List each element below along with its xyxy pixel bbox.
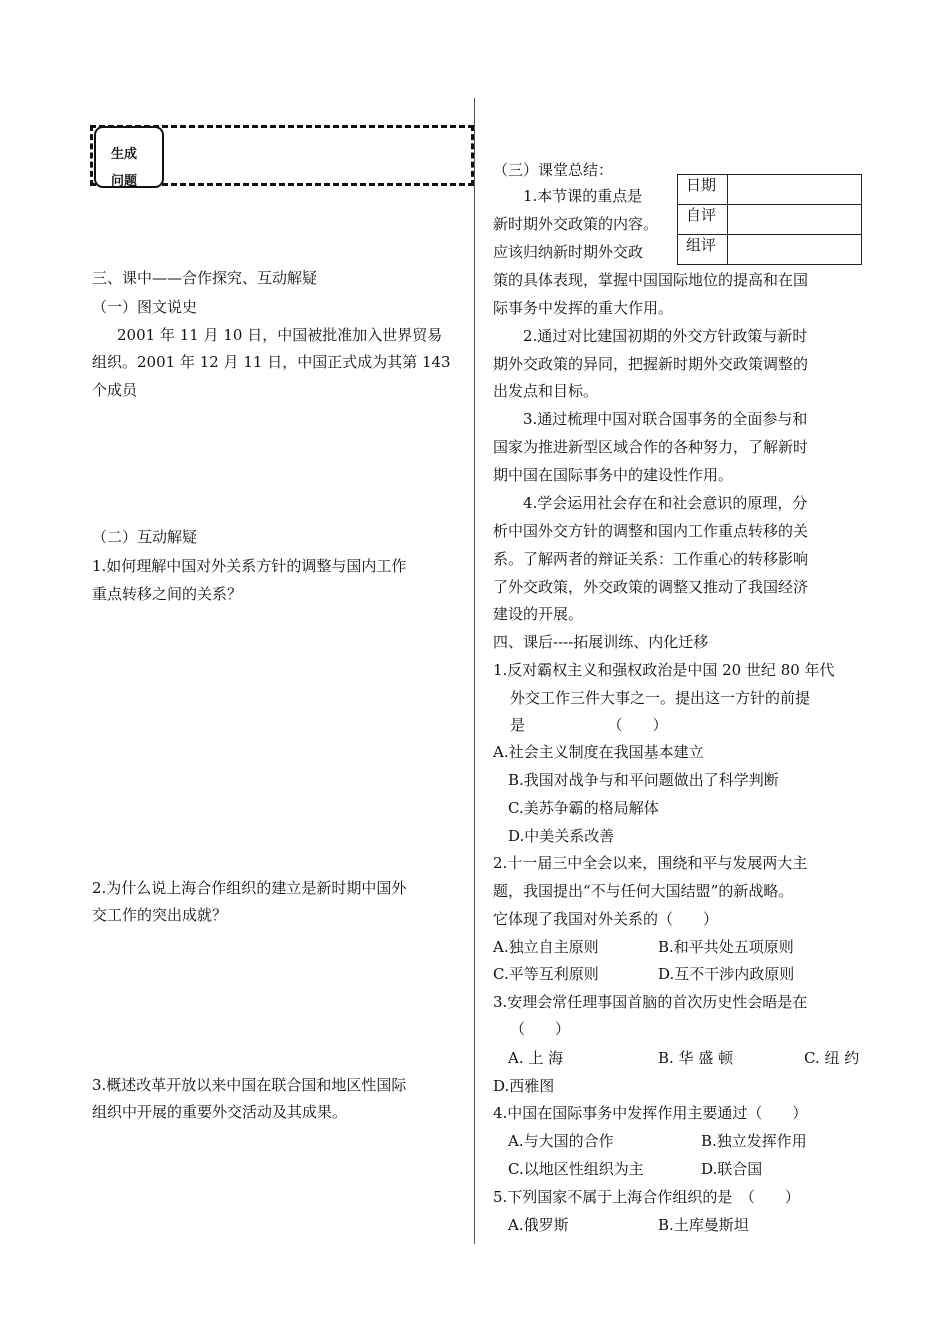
exercise-2-line: 题，我国提出“不与任何大国结盟”的新战略。 xyxy=(493,882,794,900)
exercise-3-option: A. 上 海 xyxy=(508,1049,564,1067)
summary-1-line: 应该归纳新时期外交政 xyxy=(493,243,644,261)
evaluation-table xyxy=(677,174,862,265)
exercise-1-line: 1.反对霸权主义和强权政治是中国 20 世纪 80 年代 xyxy=(493,661,835,679)
exercise-2-option: B.和平共处五项原则 xyxy=(658,938,794,956)
exercise-2-option: A.独立自主原则 xyxy=(493,938,599,956)
after-class-heading: 四、课后----拓展训练、内化迁移 xyxy=(493,633,709,651)
question-3-line: 3.概述改革开放以来中国在联合国和地区性国际 xyxy=(92,1076,407,1094)
summary-2-line: 期外交政策的异同，把握新时期外交政策调整的 xyxy=(493,355,809,373)
exercise-2-option: D.互不干涉内政原则 xyxy=(658,965,795,983)
table-row xyxy=(678,175,862,205)
column-divider xyxy=(474,98,475,1244)
summary-2-line: 出发点和目标。 xyxy=(493,382,599,400)
summary-4-line: 系。了解两者的辩证关系：工作重心的转移影响 xyxy=(493,550,809,568)
question-2-line: 2.为什么说上海合作组织的建立是新时期中国外 xyxy=(92,879,407,897)
exercise-3-option: B. 华 盛 顿 xyxy=(658,1049,734,1067)
exercise-2-option: C.平等互利原则 xyxy=(493,965,599,983)
part1-text-line: 2001 年 11 月 10 日，中国被批准加入世界贸易 xyxy=(117,326,443,344)
summary-1-line: 1.本节课的重点是 xyxy=(523,187,643,205)
exercise-5-option: A.俄罗斯 xyxy=(508,1216,569,1234)
question-2-line: 交工作的突出成就？ xyxy=(92,906,228,924)
exercise-1-option: B.我国对战争与和平问题做出了科学判断 xyxy=(508,771,779,789)
part1-text-line: 个成员 xyxy=(92,381,138,399)
group-eval-cell[interactable] xyxy=(728,235,862,265)
exercise-3-line: 3.安理会常任理事国首脑的首次历史性会晤是在 xyxy=(493,993,808,1011)
summary-3-line: 期中国在国际事务中的建设性作用。 xyxy=(493,466,734,484)
summary-4-line: 4.学会运用社会存在和社会意识的原理，分 xyxy=(523,494,808,512)
exercise-3-line: （ ） xyxy=(510,1020,571,1038)
table-row xyxy=(678,205,862,235)
exercise-3-option: D.西雅图 xyxy=(493,1077,555,1095)
exercise-2-line: 2.十一届三中全会以来，围绕和平与发展两大主 xyxy=(493,854,808,872)
self-eval-cell[interactable] xyxy=(728,205,862,235)
summary-3-line: 国家为推进新型区域合作的各种努力，了解新时 xyxy=(493,438,809,456)
table-cell-label: 组评 xyxy=(678,235,728,265)
table-row xyxy=(678,235,862,265)
exercise-5-line: 5.下列国家不属于上海合作组织的是 （ ） xyxy=(493,1188,800,1206)
exercise-4-option: B.独立发挥作用 xyxy=(701,1132,807,1150)
generate-label-line1: 生成 xyxy=(111,147,138,162)
summary-4-line: 析中国外交方针的调整和国内工作重点转移的关 xyxy=(493,522,809,540)
summary-4-line: 了外交政策，外交政策的调整又推动了我国经济 xyxy=(493,578,809,596)
section-heading-in-class: 三、课中——合作探究、互动解疑 xyxy=(92,269,318,287)
exercise-4-option: D.联合国 xyxy=(701,1160,763,1178)
summary-1-line: 际事务中发挥的重大作用。 xyxy=(493,299,674,317)
summary-1-line: 新时期外交政策的内容。 xyxy=(493,215,659,233)
summary-4-line: 建设的开展。 xyxy=(493,605,584,623)
exercise-3-option: C. 纽 约 xyxy=(804,1049,860,1067)
exercise-1-option: C.美苏争霸的格局解体 xyxy=(508,799,659,817)
exercise-2-line: 它体现了我国对外关系的（ ） xyxy=(493,910,719,928)
summary-2-line: 2.通过对比建国初期的外交方针政策与新时 xyxy=(523,327,808,345)
question-1-line: 重点转移之间的关系？ xyxy=(92,585,243,603)
exercise-1-line: 外交工作三件大事之一。提出这一方针的前提 xyxy=(510,689,811,707)
summary-heading: （三）课堂总结： xyxy=(493,161,614,179)
part1-text-line: 组织。2001 年 12 月 11 日，中国正式成为其第 143 xyxy=(92,353,451,371)
exercise-5-option: B.土库曼斯坦 xyxy=(658,1216,749,1234)
exercise-4-line: 4.中国在国际事务中发挥作用主要通过（ ） xyxy=(493,1104,808,1122)
table-cell-label: 日期 xyxy=(678,175,728,205)
part2-heading: （二）互动解疑 xyxy=(92,528,198,546)
summary-3-line: 3.通过梳理中国对联合国事务的全面参与和 xyxy=(523,410,808,428)
date-cell[interactable] xyxy=(728,175,862,205)
exercise-1-line: 是 （ ） xyxy=(510,716,668,734)
exercise-4-option: A.与大国的合作 xyxy=(508,1132,614,1150)
exercise-4-option: C.以地区性组织为主 xyxy=(508,1160,644,1178)
exercise-1-option: A.社会主义制度在我国基本建立 xyxy=(493,743,704,761)
question-3-line: 组织中开展的重要外交活动及其成果。 xyxy=(92,1103,348,1121)
table-cell-label: 自评 xyxy=(678,205,728,235)
summary-1-line: 策的具体表现，掌握中国国际地位的提高和在国 xyxy=(493,271,809,289)
part1-heading: （一）图文说史 xyxy=(92,298,198,316)
generate-label-line2: 问题 xyxy=(111,174,138,189)
question-1-line: 1.如何理解中国对外关系方针的调整与国内工作 xyxy=(92,557,407,575)
exercise-1-option: D.中美关系改善 xyxy=(508,827,615,845)
